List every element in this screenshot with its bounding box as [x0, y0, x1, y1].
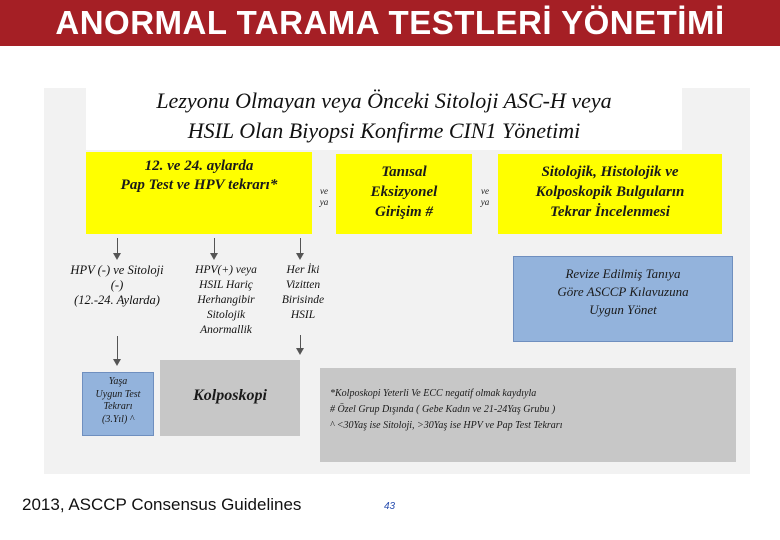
- review-line-3: Tekrar İncelenmesi: [550, 204, 670, 220]
- review-line-1: Sitolojik, Histolojik ve: [541, 164, 679, 180]
- excision-line-2: Eksizyonel: [370, 184, 438, 200]
- arrow-down-2: [214, 238, 215, 254]
- repeat-test-line-1: 12. ve 24. aylarda: [144, 158, 254, 174]
- hpv-positive-outcome: HPV(+) veya HSIL Hariç Herhangibir Sitolojik Anormallik: [195, 264, 257, 336]
- excision-line-3: Girişim #: [375, 204, 433, 220]
- repeat-test-box: [86, 152, 312, 234]
- arrow-down-5: [300, 335, 301, 349]
- subtitle-line-2: HSIL Olan Biyopsi Konfirme CIN1 Yönetimi: [187, 118, 581, 143]
- source-citation: 2013, ASCCP Consensus Guidelines: [22, 495, 302, 514]
- diagram-subtitle: [86, 86, 682, 146]
- hsil-either-visit-outcome: Her İki Vizitten Birisinde HSIL: [281, 264, 325, 321]
- title-bar: [0, 0, 780, 46]
- colposcopy-box: Kolposkopi: [160, 360, 300, 436]
- hpv-negative-outcome: HPV (-) ve Sitoloji (-) (12.-24. Aylarda): [70, 263, 164, 307]
- page-number: 43: [384, 501, 396, 512]
- footnote-2: # Özel Grup Dışında ( Gebe Kadın ve 21-24Yaş Grubu ): [330, 404, 556, 415]
- arrow-down-3: [300, 238, 301, 254]
- review-line-2: Kolposkopik Bulguların: [535, 184, 685, 200]
- footnotes-box: [320, 368, 736, 462]
- excision-line-1: Tanısal: [381, 164, 427, 180]
- footnote-3: ^ <30Yaş ise Sitoloji, >30Yaş ise HPV ve Pap Test Tekrarı: [330, 420, 563, 431]
- connector-or-1: ve ya: [319, 186, 329, 207]
- excision-box: [336, 154, 472, 234]
- review-findings-box: [498, 154, 722, 234]
- age-appropriate-test-box: Yaşa Uygun Test Tekrarı (3.Yıl) ^: [82, 372, 154, 436]
- connector-or-2: ve ya: [480, 186, 490, 207]
- repeat-test-line-2: Pap Test ve HPV tekrarı*: [120, 177, 278, 193]
- arrow-down-4: [117, 336, 118, 360]
- footnote-1: *Kolposkopi Yeterli Ve ECC negatif olmak kaydıyla: [330, 388, 537, 399]
- revise-diagnosis-box: Revize Edilmiş Tanıya Göre ASCCP Kılavuzuna Uygun Yönet: [513, 256, 733, 342]
- page-title: ANORMAL TARAMA TESTLERİ YÖNETİMİ: [55, 4, 725, 41]
- arrow-down-1: [117, 238, 118, 254]
- subtitle-line-1: Lezyonu Olmayan veya Önceki Sitoloji ASC-H veya: [156, 88, 612, 113]
